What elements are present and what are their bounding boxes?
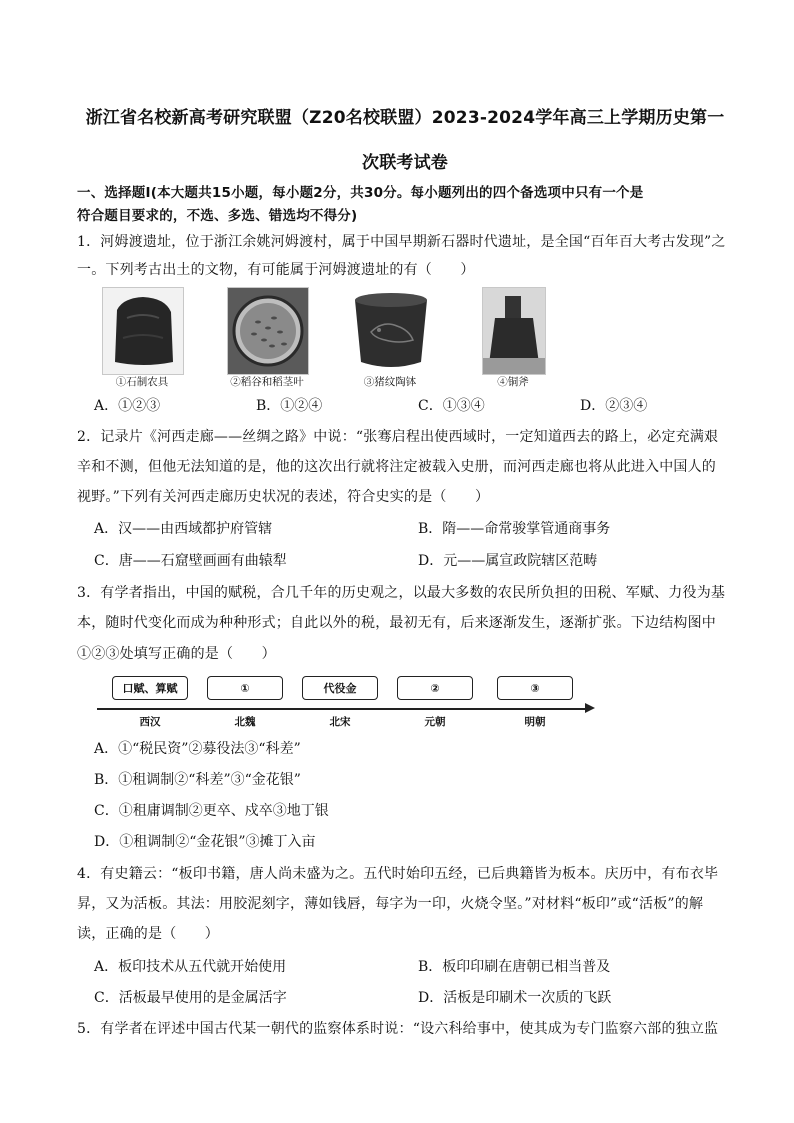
photo-caption-2: ②稻谷和稻茎叶 bbox=[230, 376, 304, 388]
q2-option-c[interactable]: C．唐——石窟壁画画有曲辕犁 bbox=[94, 553, 287, 569]
timeline-box-5: ③ bbox=[497, 676, 573, 700]
timeline-era-3: 北宋 bbox=[329, 716, 351, 728]
q4-stem-line2: 昇，又为活板。其法：用胶泥刻字，薄如钱唇，每字为一印，火烧令坚。”对材料“板印”或“活板”的解 bbox=[77, 896, 704, 912]
q1-stem-line1: 1．河姆渡遗址，位于浙江余姚河姆渡村，属于中国早期新石器时代遗址，是全国“百年百大考古发现”之 bbox=[77, 234, 726, 250]
q3-option-b[interactable]: B．①租调制②“科差”③“金花银” bbox=[94, 772, 301, 788]
q2-stem-line3: 视野。”下列有关河西走廊历史状况的表述，符合史实的是（ ） bbox=[77, 489, 490, 505]
section-heading-line1: 一、选择题Ⅰ(本大题共15小题，每小题2分，共30分。每小题列出的四个备选项中只有一个是 bbox=[77, 185, 644, 201]
q2-stem-line1: 2．记录片《河西走廊——丝绸之路》中说：“张骞启程出使西域时，一定知道西去的路上，必定充满艰 bbox=[77, 429, 719, 445]
q2-option-b[interactable]: B．隋——命常骏掌管通商事务 bbox=[418, 521, 611, 537]
exam-title-line2: 次联考试卷 bbox=[362, 153, 448, 173]
exam-title-line1: 浙江省名校新高考研究联盟（Z20名校联盟）2023-2024学年高三上学期历史第一 bbox=[85, 108, 725, 128]
q3-option-a[interactable]: A．①“税民资”②募役法③“科差” bbox=[94, 741, 301, 757]
timeline-arrow-icon bbox=[585, 703, 595, 713]
bronze-axe-photo-icon bbox=[482, 287, 546, 375]
stone-tool-photo-icon bbox=[102, 287, 184, 375]
q2-stem-line2: 辛和不测，但他无法知道的是，他的这次出行就将注定被载入史册，而河西走廊也将从此进入中国人的 bbox=[77, 459, 716, 475]
timeline-box-4: ② bbox=[397, 676, 473, 700]
timeline-box-1: 口赋、算赋 bbox=[112, 676, 188, 700]
timeline-era-4: 元朝 bbox=[424, 716, 446, 728]
q3-option-d[interactable]: D．①租调制②“金花银”③摊丁入亩 bbox=[94, 834, 316, 850]
q3-stem-line1: 3．有学者指出，中国的赋税，合几千年的历史观之，以最大多数的农民所负担的田税、军赋、力役为基 bbox=[77, 585, 726, 601]
q4-stem-line3: 读，正确的是（ ） bbox=[77, 926, 219, 942]
timeline-era-5: 明朝 bbox=[524, 716, 546, 728]
timeline-axis bbox=[97, 708, 587, 710]
rice-grain-photo-icon bbox=[227, 287, 309, 375]
q4-stem-line1: 4．有史籍云：“板印书籍，唐人尚未盛为之。五代时始印五经，已后典籍皆为板本。庆历中，有布衣毕 bbox=[77, 866, 719, 882]
q1-option-b[interactable]: B．①②④ bbox=[256, 398, 323, 414]
timeline-era-2: 北魏 bbox=[234, 716, 256, 728]
timeline-box-2: ① bbox=[207, 676, 283, 700]
q1-option-a[interactable]: A．①②③ bbox=[94, 398, 161, 414]
pottery-bowl-photo-icon bbox=[348, 287, 434, 375]
q4-option-a[interactable]: A．板印技术从五代就开始使用 bbox=[94, 959, 287, 975]
photo-caption-4: ④铜斧 bbox=[497, 376, 529, 388]
q2-option-a[interactable]: A．汉——由西域都护府管辖 bbox=[94, 521, 273, 537]
q1-option-c[interactable]: C．①③④ bbox=[418, 398, 485, 414]
timeline-box-3: 代役金 bbox=[302, 676, 378, 700]
q2-option-d[interactable]: D．元——属宣政院辖区范畴 bbox=[418, 553, 598, 569]
photo-caption-3: ③猪纹陶钵 bbox=[363, 376, 417, 388]
q1-option-d[interactable]: D．②③④ bbox=[580, 398, 648, 414]
q1-stem-line2: 一。下列考古出土的文物，有可能属于河姆渡遗址的有（ ） bbox=[77, 262, 475, 278]
timeline-era-1: 西汉 bbox=[139, 716, 161, 728]
q4-option-c[interactable]: C．活板最早使用的是金属活字 bbox=[94, 990, 287, 1006]
q3-stem-line3: ①②③处填写正确的是（ ） bbox=[77, 646, 276, 662]
photo-caption-1: ①石制农具 bbox=[115, 376, 169, 388]
q4-option-b[interactable]: B．板印印刷在唐朝已相当普及 bbox=[418, 959, 611, 975]
q4-option-d[interactable]: D．活板是印刷术一次质的飞跃 bbox=[418, 990, 612, 1006]
q3-option-c[interactable]: C．①租庸调制②更卒、戍卒③地丁银 bbox=[94, 803, 329, 819]
q3-stem-line2: 本，随时代变化而成为种种形式；自此以外的税，最初无有，后来逐渐发生，逐渐扩张。下边结构图中 bbox=[77, 615, 716, 631]
q5-stem-line1: 5．有学者在评述中国古代某一朝代的监察体系时说：“设六科给事中，使其成为专门监察六部的独立监 bbox=[77, 1021, 719, 1037]
section-heading-line2: 符合题目要求的，不选、多选、错选均不得分) bbox=[77, 208, 358, 224]
